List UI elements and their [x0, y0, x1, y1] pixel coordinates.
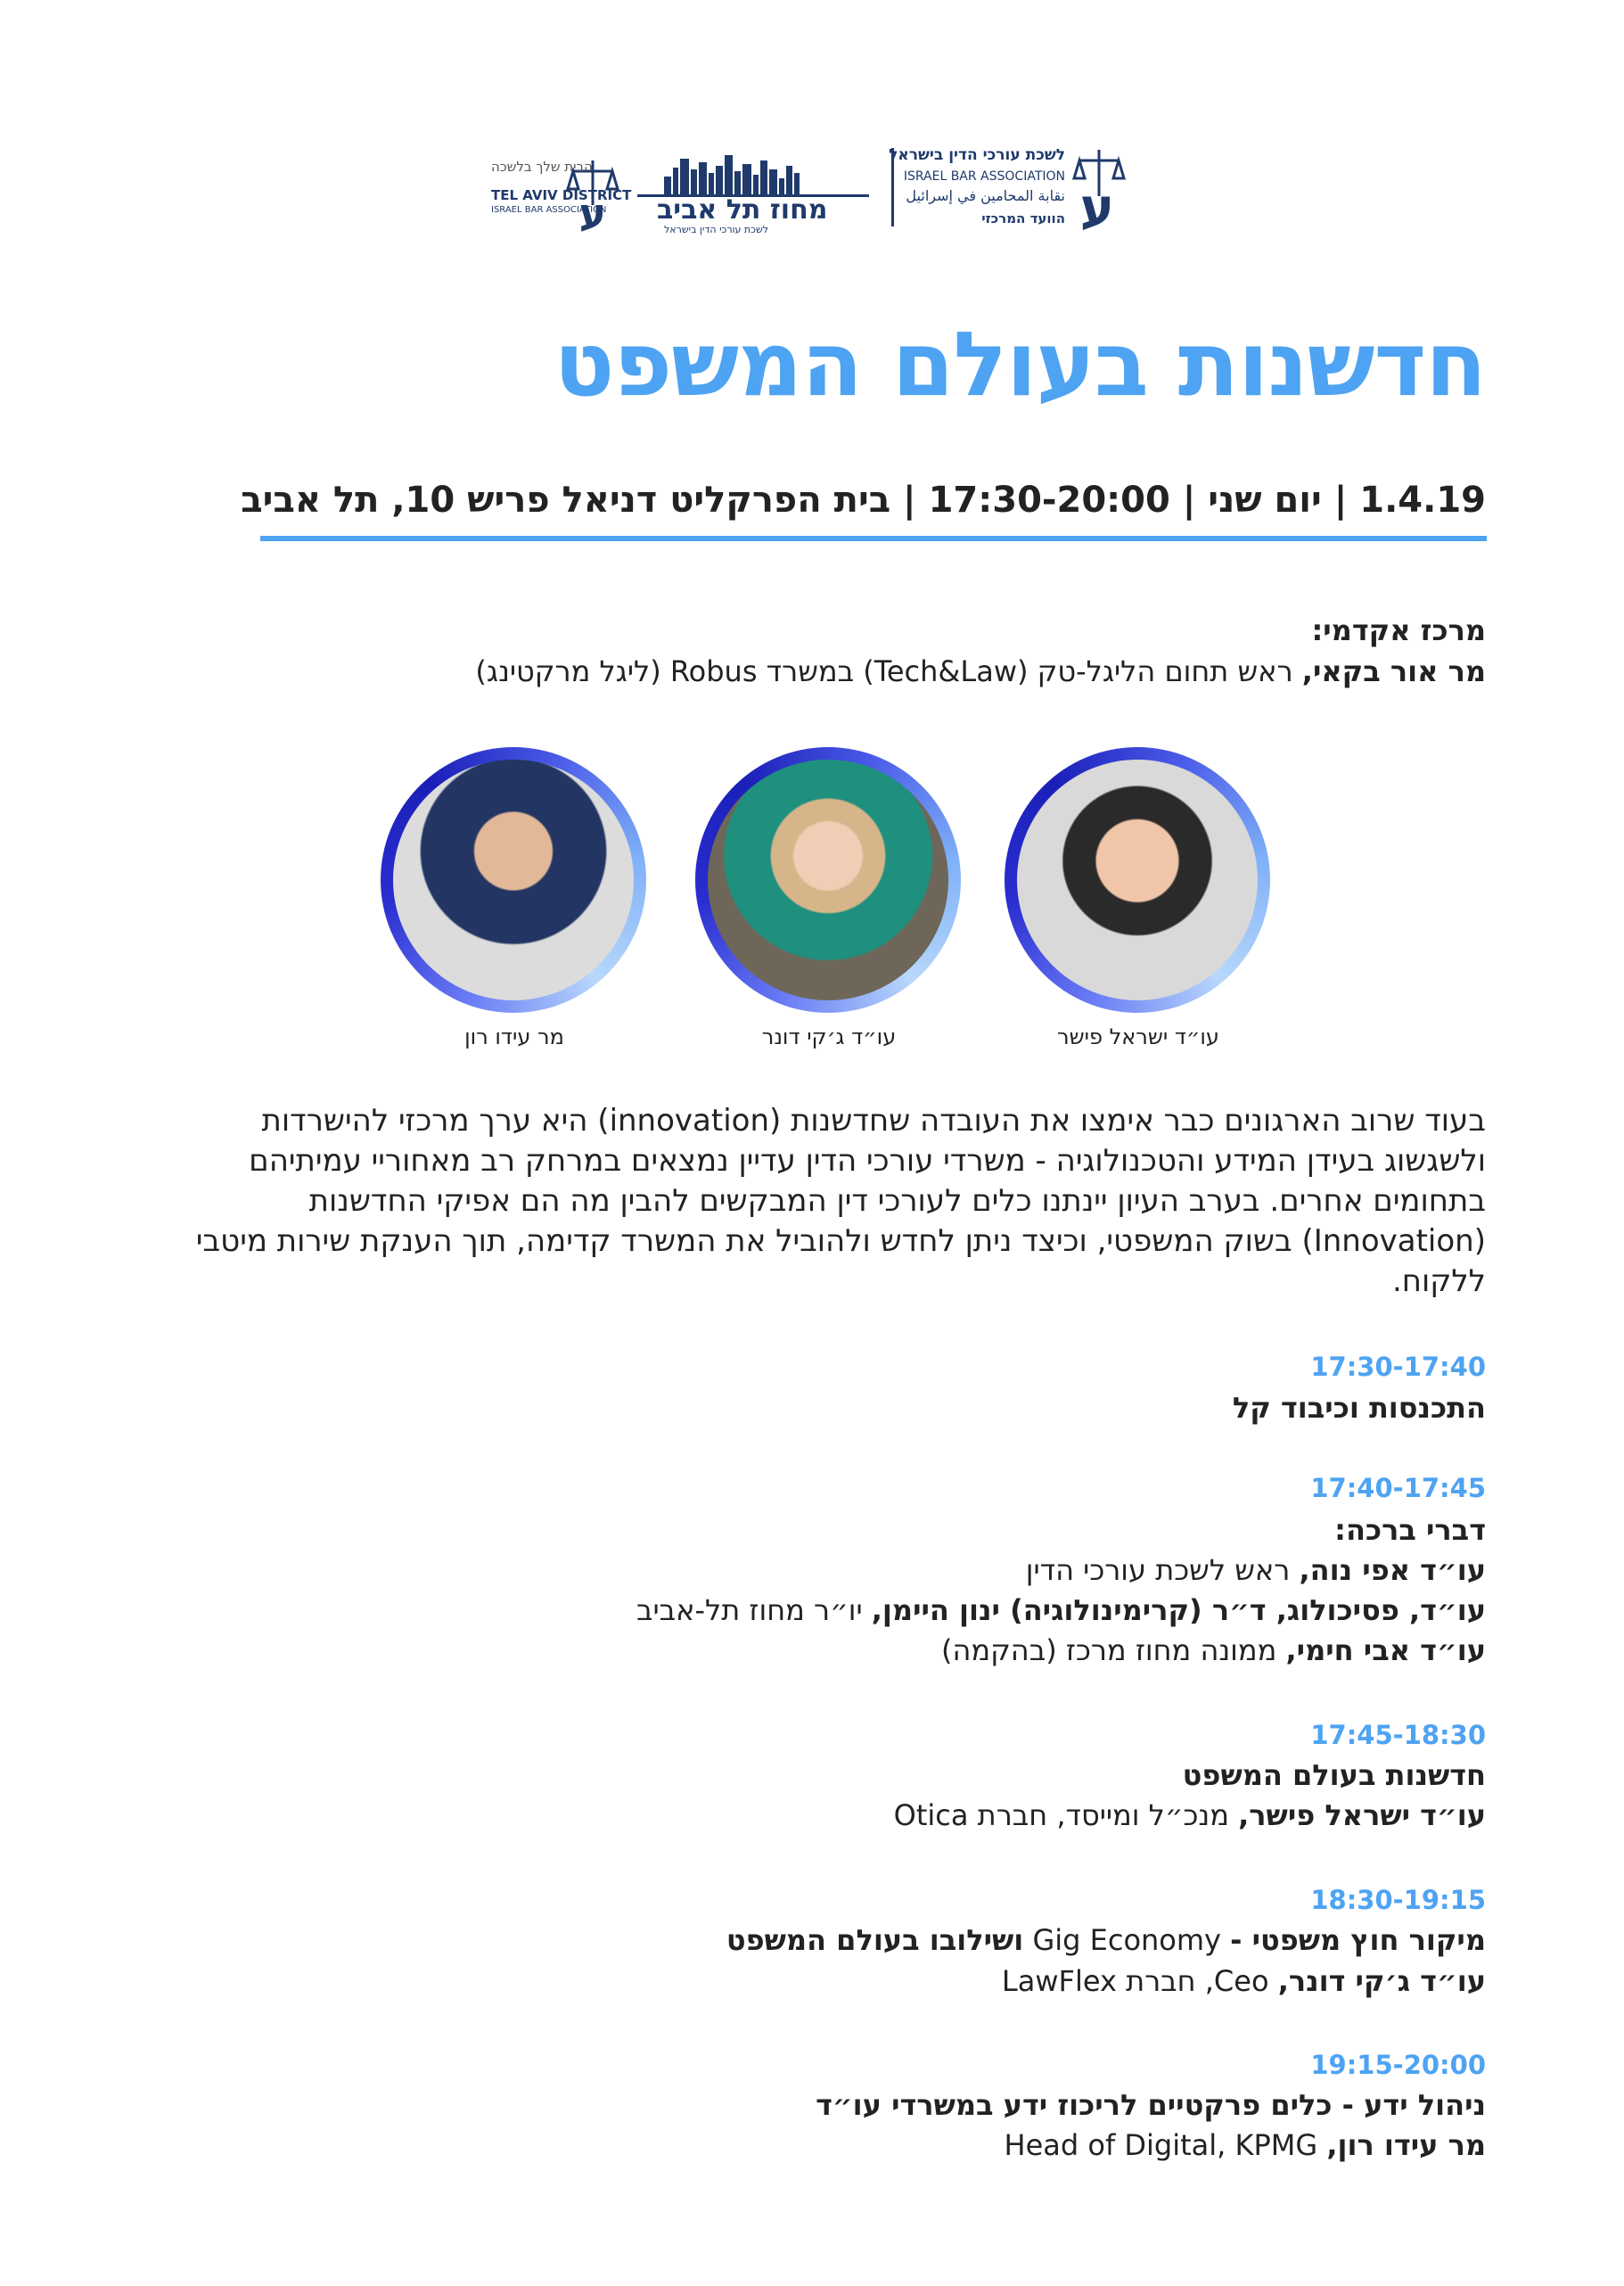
speaker-name: עו״ד, פסיכולוג, ד״ר (קרימינולוגיה) ינון היימן, — [871, 1593, 1486, 1627]
speaker-caption: מר עידו רון — [464, 1024, 564, 1049]
tel-aviv-district-logo — [486, 143, 869, 235]
district-slogan: הבית שלך בלשכה — [491, 159, 593, 175]
district-he-sub: לשכת עורכי הדין בישראל — [664, 224, 769, 235]
agenda-time: 18:30-19:15 — [1310, 1885, 1486, 1915]
intro-line: ולשגשוג בעידן המידע והטכנולוגיה - משרדי עורכי הדין עדיין נמצאים במרחק רב מאחוריי עמיתיהם — [249, 1143, 1486, 1179]
svg-text:ע: ע — [1079, 177, 1115, 232]
intro-line: (Innovation) בשוק המשפטי, וכיצד ניתן לחדש ולהוביל את המשרד קדימה, תוך הענקת שירות מיטבי — [195, 1223, 1486, 1259]
intro-line: בתחומים אחרים. בערב העיון יינתנו כלים לעורכי דין המבקשים להבין מה הם אפיקי החדשנות — [308, 1183, 1486, 1219]
speaker-caption: עו״ד ג׳קי דונר — [761, 1024, 897, 1049]
district-en-sub: ISRAEL BAR ASSOCIATION — [491, 205, 607, 215]
agenda-speaker-line — [636, 1593, 1486, 1627]
speaker-name: עו״ד ג׳קי דונר, — [1277, 1964, 1486, 1998]
agenda-title-part: ושילובו בעולם המשפט — [726, 1923, 1024, 1957]
event-info: 1.4.19 | יום שני | 17:30-20:00 | בית הפרקליט דניאל פריש 10, תל אביב — [241, 480, 1486, 521]
intro-line: בעוד שרוב הארגונים כבר אימצו את העובדה שחדשנות (innovation) היא ערך מרכזי להישרדות — [261, 1103, 1486, 1139]
speaker-desc: ממונה מחוז מרכז (בהקמה) — [940, 1633, 1286, 1667]
header-logos — [486, 143, 1128, 235]
speaker-desc: מנכ״ל ומייסד, חברת Otica — [893, 1798, 1239, 1832]
speaker-desc: Head of Digital, KPMG — [1004, 2128, 1327, 2162]
avatar — [1017, 760, 1258, 1000]
moderator-desc: ראש תחום הליגל-טק (Tech&Law) במשרד Robus (ליגל מרקטינג) — [475, 654, 1302, 688]
agenda-title-part: Gig Economy — [1023, 1923, 1231, 1957]
speaker-desc: ראש לשכת עורכי הדין — [1025, 1553, 1300, 1587]
moderator-line — [475, 654, 1486, 688]
israel-bar-association-logo — [878, 143, 1128, 232]
speaker-desc: Ceo, חברת LawFlex — [1001, 1964, 1278, 1998]
intro-line: ללקוח. — [1391, 1263, 1486, 1299]
agenda-title: ניהול ידע - כלים פרקטיים לריכוז ידע במשרדי עו״ד — [816, 2088, 1486, 2122]
speaker-name: עו״ד אבי חימי, — [1285, 1633, 1486, 1667]
speaker-photo-ron — [381, 747, 646, 1013]
district-he-name: מחוז תל אביב — [657, 194, 828, 226]
bar-logo-en: ISRAEL BAR ASSOCIATION — [903, 169, 1065, 184]
avatar — [708, 760, 948, 1000]
agenda-time: 17:30-17:40 — [1310, 1352, 1486, 1382]
agenda-speaker-line — [1002, 1964, 1486, 1998]
bar-logo-ar: نقابة المحامين في إسرائيل — [906, 187, 1065, 204]
agenda-speaker-line — [894, 1798, 1486, 1832]
avatar — [393, 760, 634, 1000]
bar-association-scales-icon — [1065, 143, 1128, 232]
agenda-title — [726, 1923, 1486, 1957]
speaker-photo-doner — [695, 747, 961, 1013]
agenda-title: התכנסות וכיבוד קל — [1232, 1391, 1486, 1425]
title-rule — [260, 536, 1487, 541]
speaker-name: עו״ד אפי נוה, — [1299, 1553, 1486, 1587]
agenda-time: 17:45-18:30 — [1310, 1720, 1486, 1750]
speaker-caption: עו״ד ישראל פישר — [1057, 1024, 1219, 1049]
agenda-time: 19:15-20:00 — [1310, 2050, 1486, 2080]
speaker-name: מר עידו רון, — [1326, 2128, 1486, 2162]
agenda-time: 17:40-17:45 — [1310, 1473, 1486, 1503]
svg-text:ע: ע — [578, 189, 607, 232]
agenda-title: דברי ברכה: — [1334, 1513, 1486, 1547]
moderator-name: מר אור בקאי, — [1301, 654, 1486, 688]
moderator-heading: מרכז אקדמי: — [1311, 613, 1486, 647]
agenda-speaker-line — [1026, 1553, 1486, 1587]
bar-logo-committee: הוועד המרכזי — [981, 210, 1065, 226]
agenda-speaker-line — [941, 1633, 1486, 1667]
agenda-title: חדשנות בעולם המשפט — [1182, 1758, 1486, 1792]
speaker-name: עו״ד ישראל פישר, — [1238, 1798, 1486, 1832]
district-en-name: TEL AVIV DISTRICT — [491, 187, 632, 203]
speaker-photo-fisher — [1005, 747, 1270, 1013]
agenda-speaker-line — [1005, 2128, 1486, 2162]
agenda-title-part: מיקור חוץ משפטי - — [1230, 1923, 1486, 1957]
speaker-desc: יו״ר מחוז תל-אביב — [636, 1593, 872, 1627]
page-title: חדשנות בעולם המשפט — [554, 312, 1486, 416]
bar-logo-he: לשכת עורכי הדין בישראל — [889, 146, 1065, 164]
